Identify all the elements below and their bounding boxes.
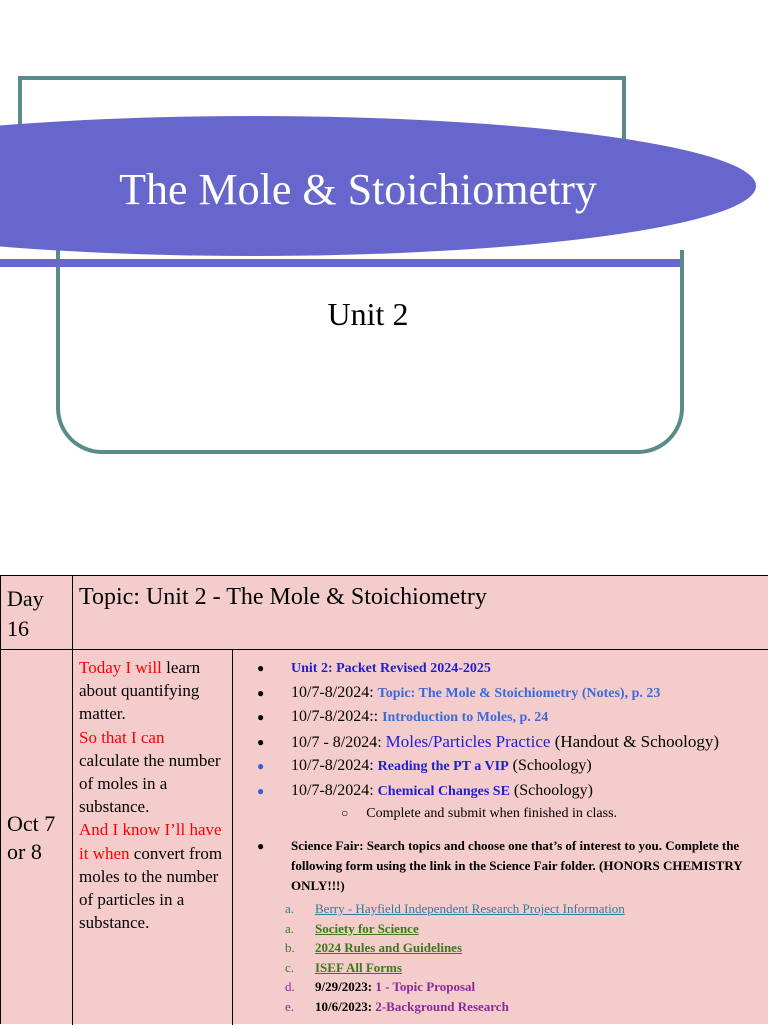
list-item bbox=[285, 899, 765, 919]
objectives-cell bbox=[73, 650, 233, 1025]
item-date: 10/7-8/2024: bbox=[291, 781, 378, 799]
circle-bullet-icon: ○ bbox=[341, 806, 349, 820]
bullet-icon: ● bbox=[257, 783, 265, 798]
list-item bbox=[285, 958, 765, 978]
isef-forms-link[interactable]: ISEF All Forms bbox=[315, 959, 402, 975]
list-item bbox=[233, 754, 768, 779]
bullet-icon: ● bbox=[257, 661, 265, 675]
science-fair-links bbox=[285, 899, 765, 1016]
item-note: (Schoology) bbox=[509, 781, 594, 799]
date-cell bbox=[1, 650, 73, 1025]
list-letter: b. bbox=[285, 940, 295, 955]
topic-cell: Topic: Unit 2 - The Mole & Stoichiometry bbox=[73, 576, 768, 650]
item-date: 10/7 - 8/2024: bbox=[291, 733, 386, 751]
objective-text-2: calculate the number of moles in a substance. bbox=[79, 750, 221, 817]
society-science-link[interactable]: Society for Science bbox=[315, 920, 419, 936]
item-note: (Schoology) bbox=[508, 757, 592, 774]
sub-item-text: Complete and submit when finished in class. bbox=[366, 806, 618, 821]
item-date: 10/7-8/2024: bbox=[291, 757, 378, 774]
bullet-icon: ● bbox=[257, 839, 265, 853]
item-date: 10/6/2023: bbox=[315, 998, 376, 1014]
resource-list bbox=[233, 656, 768, 803]
item-date: 10/7-8/2024:: bbox=[291, 708, 383, 725]
list-item bbox=[233, 779, 768, 804]
objective-text-1: learn about quantifying matter. bbox=[79, 658, 201, 724]
list-item bbox=[233, 681, 768, 706]
item-date: 9/29/2023: bbox=[315, 979, 376, 994]
packet-link[interactable]: Unit 2: Packet Revised 2024-2025 bbox=[291, 661, 491, 676]
intro-moles-link[interactable]: Introduction to Moles, p. 24 bbox=[382, 710, 549, 725]
bullet-icon: ● bbox=[257, 759, 265, 773]
list-letter: a. bbox=[285, 901, 295, 916]
list-item bbox=[285, 919, 765, 939]
notes-link[interactable]: Topic: The Mole & Stoichiometry (Notes), p. 23 bbox=[377, 685, 661, 701]
objective-lead-3: And I know I’ll have it when bbox=[79, 820, 222, 863]
reading-pt-link[interactable]: Reading the PT a VIP bbox=[377, 759, 509, 774]
bullet-icon: ● bbox=[257, 710, 265, 724]
resources-cell bbox=[233, 650, 768, 1025]
list-letter: a. bbox=[285, 920, 295, 936]
list-item bbox=[285, 977, 765, 997]
list-item bbox=[233, 656, 768, 681]
berry-hayfield-link[interactable]: Berry - Hayfield Independent Research Project Information bbox=[315, 901, 625, 916]
chemical-changes-link[interactable]: Chemical Changes SE bbox=[377, 783, 510, 799]
banner-underline bbox=[0, 259, 680, 267]
date-text: Oct 7 or 8 bbox=[7, 810, 56, 864]
day-cell: Day 16 bbox=[1, 576, 73, 650]
rules-guidelines-link[interactable]: 2024 Rules and Guidelines bbox=[315, 940, 463, 955]
sub-item bbox=[341, 806, 617, 822]
list-item bbox=[233, 705, 768, 730]
list-item bbox=[233, 730, 768, 755]
practice-link[interactable]: Moles/Particles Practice bbox=[385, 731, 551, 751]
list-item bbox=[285, 938, 765, 958]
objective-lead-2: So that I can bbox=[79, 727, 165, 747]
schedule-table bbox=[0, 575, 768, 1024]
background-research-link[interactable]: 2-Background Research bbox=[375, 998, 509, 1014]
science-fair-text: Science Fair: Search topics and choose one that’s of interest to you. Complete the following form using the link in the Science Fair folder. (HONORS CHEMISTRY ONLY!!!) bbox=[291, 838, 743, 893]
title-slide bbox=[0, 0, 768, 480]
objective-text-3: convert from moles to the number of particles in a substance. bbox=[79, 843, 223, 933]
bullet-icon: ● bbox=[257, 685, 265, 700]
list-letter: e. bbox=[285, 998, 295, 1014]
slide-title: The Mole & Stoichiometry bbox=[119, 165, 597, 214]
topic-proposal-link[interactable]: 1 - Topic Proposal bbox=[375, 979, 476, 994]
objective-lead-1: Today I will bbox=[79, 658, 162, 677]
slide-frame-bottom bbox=[56, 250, 684, 454]
item-date: 10/7-8/2024: bbox=[291, 683, 378, 701]
list-item bbox=[285, 997, 765, 1017]
list-letter: c. bbox=[285, 959, 295, 975]
slide-subtitle: Unit 2 bbox=[327, 296, 409, 332]
list-letter: d. bbox=[285, 979, 295, 994]
bullet-icon: ● bbox=[257, 734, 265, 749]
item-note: (Handout & Schoology) bbox=[550, 731, 720, 751]
